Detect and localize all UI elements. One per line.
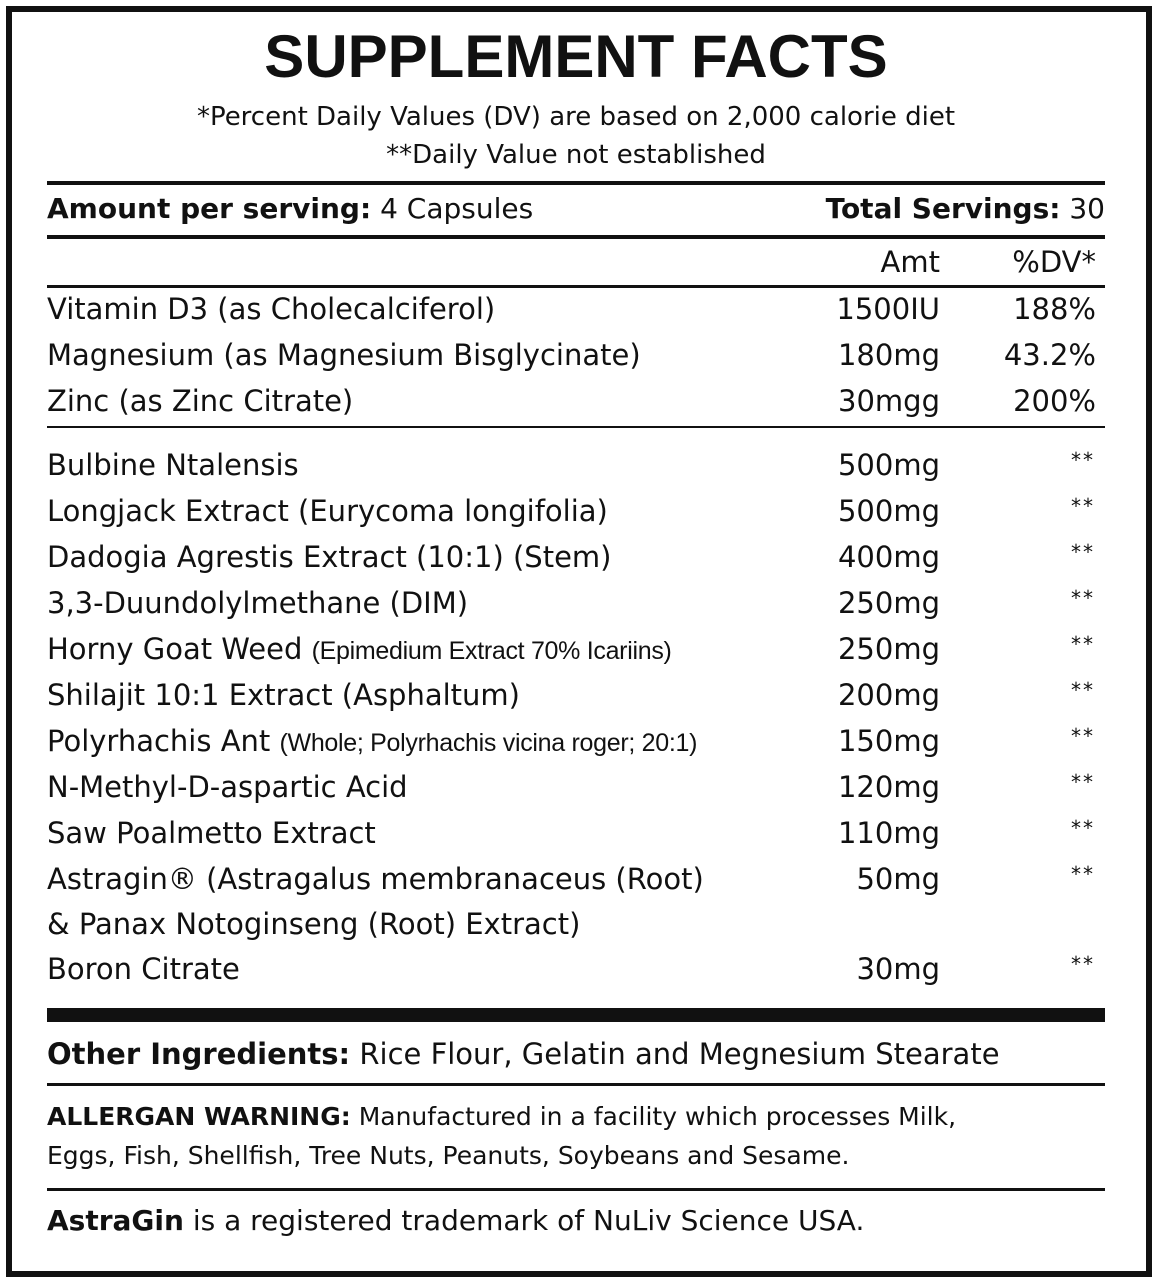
ingredient-name xyxy=(47,860,704,898)
other-ingredients-value: Rice Flour, Gelatin and Megnesium Stearate xyxy=(350,1037,1000,1071)
divider-columns xyxy=(47,285,1105,288)
ingredient-name-text: Horny Goat Weed xyxy=(47,632,303,666)
trademark-note xyxy=(47,1202,864,1240)
ingredient-name xyxy=(47,492,608,530)
ingredient-amount: 200mg xyxy=(837,678,940,712)
trademark-text: is a registered trademark of NuLiv Science USA. xyxy=(183,1204,865,1237)
ingredient-amount: 250mg xyxy=(837,586,940,620)
divider-thick xyxy=(47,1008,1105,1022)
ingredient-dv: ** xyxy=(1071,952,1095,976)
total-servings-label: Total Servings: xyxy=(825,192,1061,225)
ingredient-name xyxy=(47,584,468,622)
ingredient-name xyxy=(47,814,376,852)
ingredient-name-text: 3,3-Duundolylmethane (DIM) xyxy=(47,586,469,620)
divider-other xyxy=(47,1083,1105,1086)
ingredient-amount: 500mg xyxy=(837,494,940,528)
ingredient-amount: 120mg xyxy=(837,770,940,804)
column-header-dv: %DV* xyxy=(1012,245,1096,279)
divider-top xyxy=(47,181,1105,185)
column-header-amt: Amt xyxy=(880,245,940,279)
ingredient-name-text: N-Methyl-D-aspartic Acid xyxy=(47,770,408,804)
serving-amount-label: Amount per serving: xyxy=(47,192,372,225)
vitamin-dv: 188% xyxy=(1013,292,1096,326)
ingredient-amount: 50mg xyxy=(856,862,940,896)
allergen-warning-line2: Eggs, Fish, Shellfish, Tree Nuts, Peanuts, Soybeans and Sesame. xyxy=(47,1141,850,1170)
ingredient-name xyxy=(47,538,612,576)
ingredient-name-text: Shilajit 10:1 Extract (Asphaltum) xyxy=(47,678,520,712)
allergen-warning-line1 xyxy=(47,1100,956,1134)
total-servings-value: 30 xyxy=(1060,192,1105,225)
ingredient-name xyxy=(47,722,697,762)
serving-amount-value: 4 Capsules xyxy=(371,192,534,225)
ingredient-detail: (Whole; Polyrhachis vicina roger; 20:1) xyxy=(279,729,698,757)
vitamin-dv: 200% xyxy=(1013,384,1096,418)
ingredient-amount: 500mg xyxy=(837,448,940,482)
ingredient-dv: ** xyxy=(1071,540,1095,564)
page-title: SUPPLEMENT FACTS xyxy=(264,23,888,90)
ingredient-dv: ** xyxy=(1071,862,1095,886)
trademark-brand: AstraGin xyxy=(47,1204,184,1237)
total-servings xyxy=(826,190,1105,228)
ingredient-name xyxy=(47,905,580,943)
other-ingredients xyxy=(47,1035,1000,1073)
ingredient-amount: 250mg xyxy=(837,632,940,666)
ingredient-amount: 30mg xyxy=(856,952,940,986)
ingredient-name xyxy=(47,630,672,670)
ingredient-dv: ** xyxy=(1071,586,1095,610)
ingredient-amount: 110mg xyxy=(837,816,940,850)
ingredient-dv: ** xyxy=(1071,678,1095,702)
divider-allergen xyxy=(47,1188,1105,1191)
ingredient-dv: ** xyxy=(1071,724,1095,748)
allergen-warning-label: ALLERGAN WARNING: xyxy=(47,1102,351,1131)
no-dv-note: **Daily Value not established xyxy=(386,140,766,170)
ingredient-name xyxy=(47,676,520,714)
ingredient-name xyxy=(47,950,240,988)
serving-amount xyxy=(47,190,533,228)
ingredient-name-text: Longjack Extract (Eurycoma longifolia) xyxy=(47,494,608,528)
ingredient-dv: ** xyxy=(1071,632,1095,656)
allergen-warning-text1: Manufactured in a facility which processes Milk, xyxy=(350,1102,957,1131)
divider-vitamins xyxy=(47,426,1105,428)
vitamin-name: Vitamin D3 (as Cholecalciferol) xyxy=(47,292,496,326)
vitamin-dv: 43.2% xyxy=(1003,338,1096,372)
vitamin-amount: 180mg xyxy=(837,338,940,372)
ingredient-name-text: Polyrhachis Ant xyxy=(47,724,271,758)
ingredient-amount: 400mg xyxy=(837,540,940,574)
ingredient-name-text: Boron Citrate xyxy=(47,952,240,986)
ingredient-name-text: Astragin® (Astragalus membranaceus (Root) xyxy=(47,862,704,896)
ingredient-name-text: Dadogia Agrestis Extract (10:1) (Stem) xyxy=(47,540,612,574)
ingredient-dv: ** xyxy=(1071,816,1095,840)
ingredient-dv: ** xyxy=(1071,770,1095,794)
other-ingredients-label: Other Ingredients: xyxy=(47,1037,351,1071)
ingredient-amount: 150mg xyxy=(837,724,940,758)
vitamin-name: Zinc (as Zinc Citrate) xyxy=(47,384,354,418)
ingredient-name xyxy=(47,446,299,484)
vitamin-amount: 30mgg xyxy=(838,384,940,418)
ingredient-dv: ** xyxy=(1071,448,1095,472)
ingredient-name xyxy=(47,768,408,806)
ingredient-detail: (Epimedium Extract 70% Icariins) xyxy=(311,637,672,665)
vitamin-amount: 1500IU xyxy=(836,292,940,326)
divider-serving xyxy=(47,235,1105,239)
ingredient-name-text: Bulbine Ntalensis xyxy=(47,448,299,482)
vitamin-name: Magnesium (as Magnesium Bisglycinate) xyxy=(47,338,641,372)
ingredient-dv: ** xyxy=(1071,494,1095,518)
ingredient-name-text: Saw Poalmetto Extract xyxy=(47,816,376,850)
ingredient-name-text: & Panax Notoginseng (Root) Extract) xyxy=(47,907,581,941)
dv-note: *Percent Daily Values (DV) are based on 2,000 calorie diet xyxy=(196,102,956,132)
